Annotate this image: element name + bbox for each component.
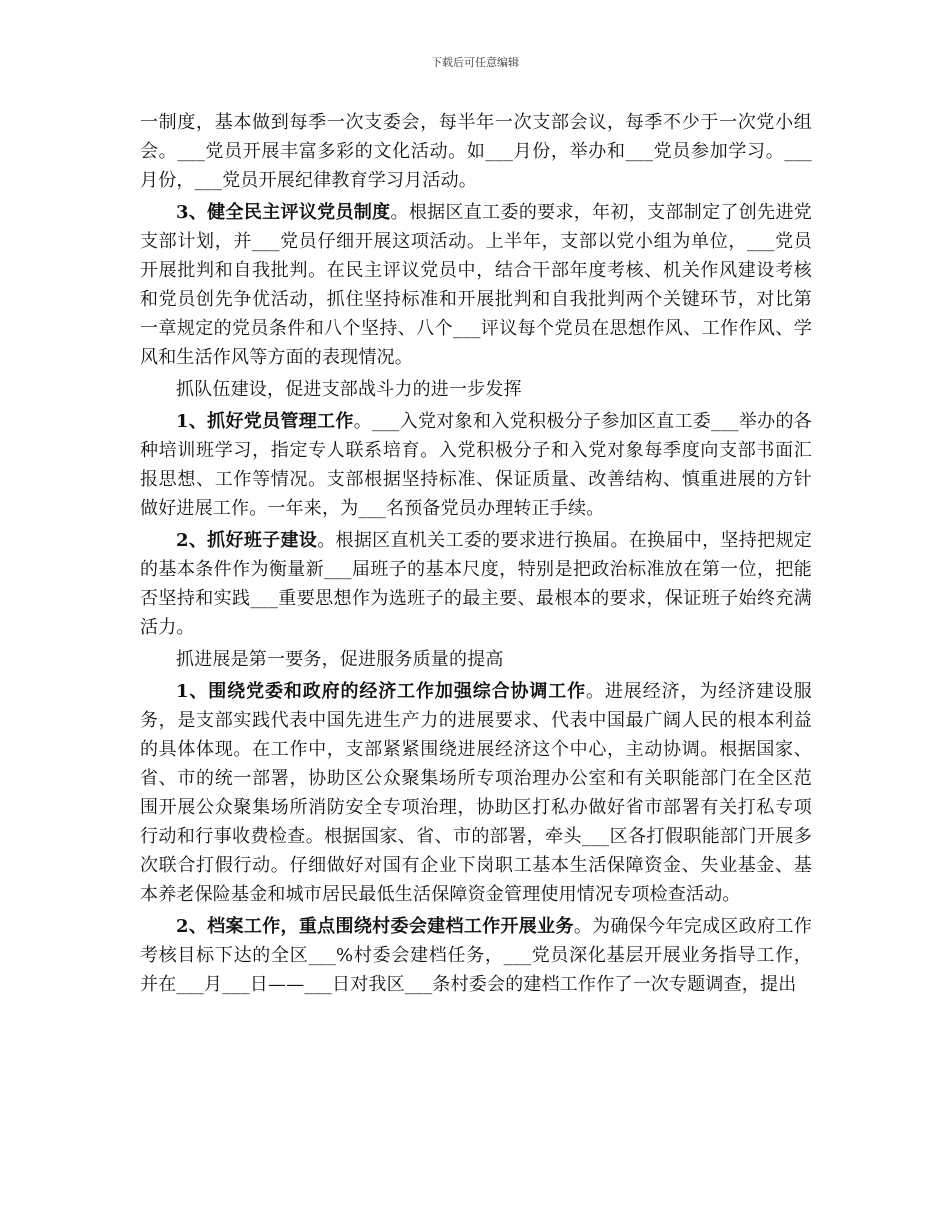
document-body (140, 108, 812, 1002)
paragraph-6 (140, 912, 812, 999)
section-title-development (140, 645, 812, 674)
paragraph-text: 。进展经济，为经济建设服务，是支部实践代表中国先进生产力的进展要求、代表中国最广阔人民的根本利益的具体体现。在工作中，支部紧紧围绕进展经济这个中心，主动协调。根据国家、省、市的统一部署，协助区公众聚集场所专项治理办公室和有关职能部门在全区范围开展公众聚集场所消防安全专项治理，协助区打私办做好省市部署有关打私专项行动和行事收费检查。根据国家、省、市的部署，牵头___区各打假职能部门开展多次联合打假行动。仔细做好对国有企业下岗职工基本生活保障资金、失业基金、基本养老保险基金和城市居民最低生活保障资金管理使用情况专项检查活动。 (140, 681, 812, 905)
paragraph-text: 一制度，基本做到每季一次支委会，每半年一次支部会议，每季不少于一次党小组会。___党员开展丰富多彩的文化活动。如___月份，举办和___党员参加学习。___月份，___党员开展纪律教育学习月活动。 (140, 112, 812, 191)
section-title-text: 抓进展是第一要务，促进服务质量的提高 (176, 649, 504, 670)
paragraph-text: 。为确保今年完成区政府工作考核目标下达的全区___%村委会建档任务，___党员深化基层开展业务指导工作，并在___月___日——___日对我区___条村委会的建档工作作了一次专题调查，提出 (140, 916, 812, 995)
paragraph-5 (140, 677, 812, 909)
section-title-team-building (140, 375, 812, 404)
paragraph-heading: 1、围绕党委和政府的经济工作加强综合协调工作 (176, 681, 587, 702)
paragraph-2 (140, 198, 812, 372)
paragraph-heading: 3、健全民主评议党员制度 (176, 202, 391, 223)
paragraph-3 (140, 407, 812, 523)
paragraph-text: 。根据区直机关工委的要求进行换届。在换届中，坚持把规定的基本条件作为衡量新___届班子的基本尺度，特别是把政治标准放在第一位，把能否坚持和实践___重要思想作为选班子的最主要、最根本的要求，保证班子始终充满活力。 (140, 530, 813, 638)
page-header: 下载后可任意编辑 (431, 56, 519, 69)
paragraph-heading: 2、档案工作，重点围绕村委会建档工作开展业务 (176, 916, 574, 937)
paragraph-text: 。___入党对象和入党积极分子参加区直工委___举办的各种培训班学习，指定专人联系培育。入党积极分子和入党对象每季度向支部书面汇报思想、工作等情况。支部根据坚持标准、保证质量、改善结构、慎重进展的方针做好进展工作。一年来，为___名预备党员办理转正手续。 (140, 411, 812, 519)
paragraph-4 (140, 526, 812, 642)
paragraph-heading: 1、抓好党员管理工作 (176, 411, 354, 432)
paragraph-text: 。根据区直工委的要求，年初，支部制定了创先进党支部计划，并___党员仔细开展这项活动。上半年，支部以党小组为单位，___党员开展批判和自我批判。在民主评议党员中，结合干部年度考核、机关作风建设考核和党员创先争优活动，抓住坚持标准和开展批判和自我批判两个关键环节，对比第一章规定的党员条件和八个坚持、八个___评议每个党员在思想作风、工作作风、学风和生活作风等方面的表现情况。 (140, 202, 812, 368)
paragraph-1 (140, 108, 812, 195)
section-title-text: 抓队伍建设，促进支部战斗力的进一步发挥 (176, 379, 522, 400)
paragraph-heading: 2、抓好班子建设 (176, 530, 318, 551)
